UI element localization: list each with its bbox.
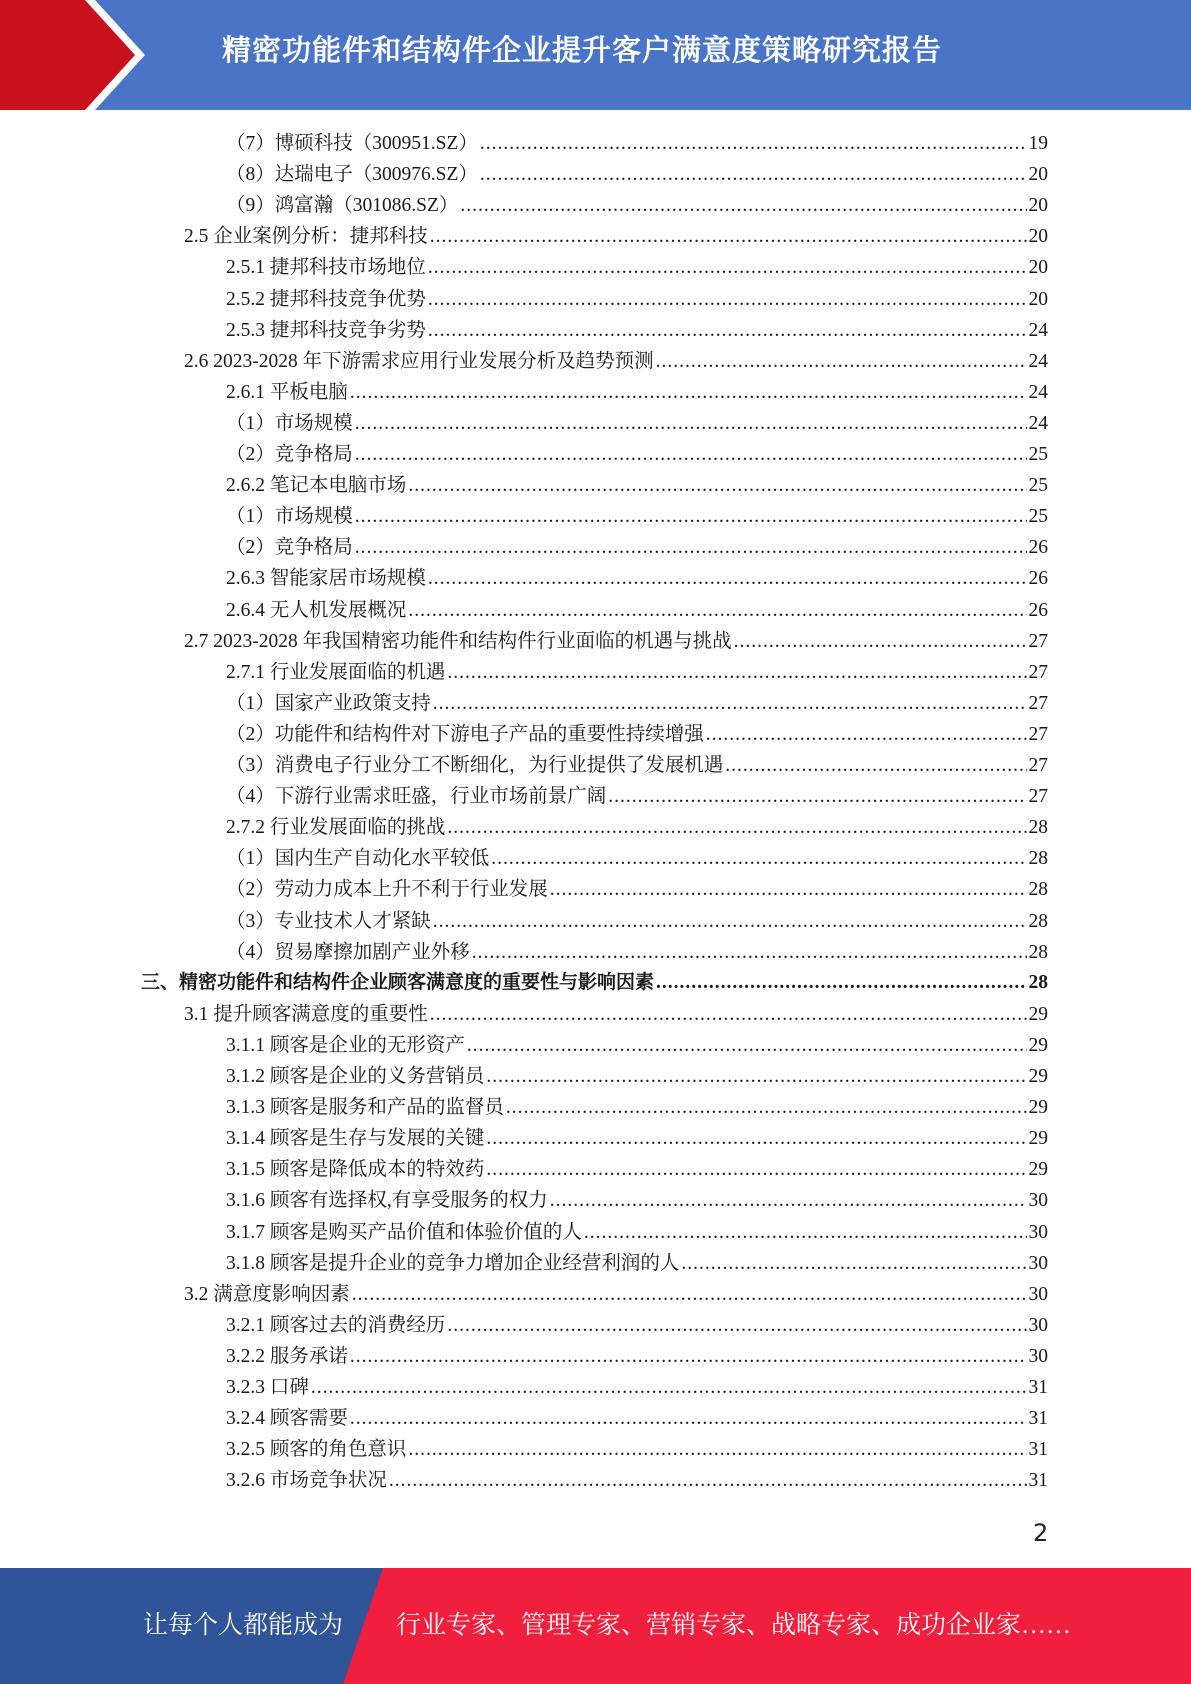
toc-entry[interactable] — [226, 1433, 1048, 1464]
toc-entry-label: 3.1.2 顾客是企业的义务营销员 — [226, 1066, 485, 1087]
toc-leader-dots — [706, 724, 1027, 746]
toc-entry-label: 3.2.5 顾客的角色意识 — [226, 1439, 407, 1461]
toc-entry-page: 20 — [1028, 226, 1048, 248]
toc-leader-dots — [725, 755, 1026, 777]
toc-entry-label: 2.6.3 智能家居市场规模 — [226, 568, 426, 590]
toc-entry-page: 25 — [1028, 475, 1048, 497]
toc-entry-label: 3.2.2 服务承诺 — [226, 1345, 348, 1367]
toc-entry-label: 3.1.7 顾客是购买产品价值和体验价值的人 — [226, 1221, 582, 1243]
toc-entry-page: 24 — [1028, 319, 1048, 341]
toc-leader-dots — [433, 693, 1027, 715]
toc-entry[interactable] — [226, 1309, 1048, 1340]
toc-entry[interactable] — [226, 905, 1048, 936]
toc-entry-label: 2.6.1 平板电脑 — [226, 381, 348, 403]
toc-leader-dots — [447, 817, 1026, 839]
toc-leader-dots — [355, 444, 1027, 466]
page-header — [0, 0, 1191, 110]
toc-entry-page: 30 — [1028, 1314, 1048, 1336]
toc-entry-label: 3.2.3 口碑 — [226, 1377, 309, 1398]
toc-leader-dots — [408, 1439, 1026, 1461]
toc-entry[interactable] — [226, 873, 1048, 904]
toc-entry-label: 2.6.2 笔记本电脑市场 — [226, 475, 407, 497]
toc-leader-dots — [447, 662, 1026, 684]
toc-leader-dots — [550, 1190, 1027, 1212]
toc-entry-page: 29 — [1028, 1097, 1048, 1119]
toc-entry-page: 20 — [1028, 257, 1048, 279]
toc-entry-label: （1）国内生产自动化水平较低 — [226, 848, 490, 870]
toc-leader-dots — [408, 600, 1026, 622]
toc-entry-label: 2.5 企业案例分析：捷邦科技 — [184, 226, 428, 248]
toc-leader-dots — [355, 506, 1027, 528]
toc-entry-label: （4）贸易摩擦加剧产业外移 — [226, 941, 470, 963]
toc-entry[interactable] — [226, 127, 1048, 158]
toc-entry[interactable] — [226, 1060, 1048, 1091]
toc-entry[interactable] — [184, 625, 1048, 656]
toc-entry-page: 25 — [1028, 444, 1048, 465]
toc-entry[interactable] — [226, 531, 1048, 562]
toc-entry-page: 31 — [1028, 1408, 1048, 1430]
toc-entry[interactable] — [226, 1371, 1048, 1402]
toc-entry-label: 3.1.3 顾客是服务和产品的监督员 — [226, 1097, 504, 1119]
toc-leader-dots — [408, 475, 1026, 497]
toc-entry-label: 2.7.1 行业发展面临的机遇 — [226, 661, 446, 683]
toc-leader-dots — [355, 413, 1027, 435]
page-number: 2 — [1033, 1519, 1049, 1547]
toc-entry[interactable] — [226, 687, 1048, 718]
toc-entry-label: 3.1.5 顾客是降低成本的特效药 — [226, 1159, 485, 1181]
toc-leader-dots — [311, 1377, 1027, 1399]
toc-entry-label: （2）功能件和结构件对下游电子产品的重要性持续增强 — [226, 723, 704, 745]
toc-entry[interactable] — [226, 562, 1048, 593]
toc-entry-page: 28 — [1028, 817, 1048, 839]
toc-entry-page: 28 — [1028, 848, 1048, 870]
toc-entry-label: 2.6 2023-2028 年下游需求应用行业发展分析及趋势预测 — [184, 350, 654, 372]
toc-entry[interactable] — [184, 1278, 1048, 1309]
toc-entry-label: 2.6.4 无人机发展概况 — [226, 599, 407, 621]
toc-entry-page: 30 — [1028, 1283, 1048, 1305]
toc-entry-page: 29 — [1028, 1066, 1048, 1087]
footer-slogan-right: 行业专家、管理专家、营销专家、战略专家、成功企业家…… — [396, 1612, 1072, 1639]
toc-entry-label: 3.1.6 顾客有选择权,有享受服务的权力 — [226, 1190, 548, 1212]
toc-entry[interactable] — [226, 1184, 1048, 1215]
toc-leader-dots — [656, 972, 1026, 994]
page-footer — [0, 1568, 1191, 1684]
toc-entry-label: （7）博硕科技（300951.SZ） — [226, 133, 478, 154]
toc-leader-dots — [352, 1284, 1027, 1306]
toc-entry[interactable] — [226, 936, 1048, 967]
toc-entry[interactable] — [226, 407, 1048, 438]
toc-entry[interactable] — [226, 314, 1048, 345]
toc-entry-page: 25 — [1028, 506, 1048, 528]
footer-slogan-left: 让每个人都能成为 — [143, 1612, 344, 1639]
toc-leader-dots — [389, 1470, 1027, 1492]
toc-entry-page: 27 — [1028, 692, 1048, 714]
toc-leader-dots — [608, 786, 1026, 808]
toc-entry-page: 31 — [1028, 1439, 1048, 1461]
toc-entry-label: 2.5.2 捷邦科技竞争优势 — [226, 288, 426, 310]
toc-entry-label: 3.1.4 顾客是生存与发展的关键 — [226, 1128, 485, 1150]
toc-entry-page: 26 — [1028, 599, 1048, 621]
toc-entry[interactable] — [226, 1153, 1048, 1184]
toc-entry-label: 3.2.4 顾客需要 — [226, 1408, 348, 1430]
toc-entry-page: 24 — [1028, 412, 1048, 434]
toc-entry-label: （1）市场规模 — [226, 412, 353, 434]
toc-entry-page: 28 — [1028, 879, 1048, 901]
toc-entry[interactable] — [226, 1402, 1048, 1433]
toc-leader-dots — [480, 164, 1027, 186]
toc-entry-page: 28 — [1028, 941, 1048, 963]
toc-entry[interactable] — [226, 251, 1048, 282]
toc-entry-page: 30 — [1028, 1190, 1048, 1212]
toc-leader-dots — [491, 848, 1026, 870]
toc-leader-dots — [486, 1066, 1026, 1088]
toc-leader-dots — [428, 320, 1027, 342]
toc-entry-page: 30 — [1028, 1221, 1048, 1243]
toc-leader-dots — [430, 1004, 1027, 1026]
toc-entry-label: 2.7 2023-2028 年我国精密功能件和结构件行业面临的机遇与挑战 — [184, 630, 732, 652]
toc-entry-page: 26 — [1028, 537, 1048, 559]
toc-entry-label: （1）市场规模 — [226, 506, 353, 528]
toc-entry-page: 20 — [1028, 195, 1048, 217]
toc-entry-label: 3.2 满意度影响因素 — [184, 1283, 350, 1305]
toc-entry[interactable] — [226, 1091, 1048, 1122]
toc-entry-page: 29 — [1028, 1128, 1048, 1150]
toc-entry-label: （2）竞争格局 — [226, 444, 353, 465]
toc-entry-page: 27 — [1028, 723, 1048, 745]
toc-leader-dots — [433, 911, 1027, 933]
toc-leader-dots — [681, 1253, 1026, 1275]
toc-entry[interactable] — [226, 656, 1048, 687]
toc-entry[interactable] — [226, 749, 1048, 780]
toc-entry-label: 3.2.1 顾客过去的消费经历 — [226, 1314, 446, 1336]
toc-entry-label: （3）消费电子行业分工不断细化，为行业提供了发展机遇 — [226, 755, 724, 776]
toc-entry[interactable] — [226, 469, 1048, 500]
toc-entry[interactable] — [226, 500, 1048, 531]
toc-leader-dots — [486, 1128, 1026, 1150]
toc-entry[interactable] — [226, 594, 1048, 625]
toc-entry-label: 2.5.3 捷邦科技竞争劣势 — [226, 319, 426, 341]
toc-entry-label: 2.5.1 捷邦科技市场地位 — [226, 257, 426, 279]
toc-leader-dots — [428, 289, 1027, 311]
toc-entry-page: 19 — [1028, 133, 1048, 154]
toc-entry-label: 3.1 提升顾客满意度的重要性 — [184, 1003, 428, 1025]
toc-entry-page: 31 — [1028, 1377, 1048, 1398]
toc-entry-page: 26 — [1028, 568, 1048, 590]
toc-entry-page: 28 — [1028, 910, 1048, 932]
toc-leader-dots — [467, 1035, 1027, 1057]
toc-entry[interactable] — [226, 842, 1048, 873]
toc-entry[interactable] — [226, 1122, 1048, 1153]
toc-entry-label: （9）鸿富瀚（301086.SZ） — [226, 195, 459, 217]
toc-entry[interactable] — [226, 1340, 1048, 1371]
toc-leader-dots — [550, 879, 1027, 901]
toc-leader-dots — [472, 942, 1027, 964]
toc-leader-dots — [506, 1097, 1027, 1119]
toc-entry-label: （2）劳动力成本上升不利于行业发展 — [226, 879, 548, 901]
toc-entry-label: （4）下游行业需求旺盛，行业市场前景广阔 — [226, 786, 607, 808]
toc-entry-page: 29 — [1028, 1159, 1048, 1181]
toc-entry-page: 20 — [1028, 288, 1048, 310]
toc-leader-dots — [584, 1222, 1027, 1244]
toc-entry[interactable] — [226, 376, 1048, 407]
toc-entry-label: （2）竞争格局 — [226, 537, 353, 559]
toc-entry-page: 30 — [1028, 1345, 1048, 1367]
toc-leader-dots — [734, 631, 1027, 653]
toc-entry[interactable] — [226, 811, 1048, 842]
toc-entry-label: （8）达瑞电子（300976.SZ） — [226, 164, 478, 186]
toc-entry-page: 27 — [1028, 630, 1048, 652]
toc-entry-page: 30 — [1028, 1252, 1048, 1274]
toc-entry-page: 24 — [1028, 350, 1048, 372]
toc-entry[interactable] — [226, 283, 1048, 314]
report-title: 精密功能件和结构件企业提升客户满意度策略研究报告 — [222, 33, 943, 67]
toc-entry-page: 31 — [1028, 1470, 1048, 1492]
toc-entry[interactable] — [184, 345, 1048, 376]
toc-entry-page: 20 — [1028, 164, 1048, 186]
toc-entry-page: 27 — [1028, 786, 1048, 808]
toc-leader-dots — [447, 1315, 1026, 1337]
toc-entry[interactable] — [184, 998, 1048, 1029]
toc-entry[interactable] — [141, 967, 1048, 998]
toc-entry-page: 24 — [1028, 381, 1048, 403]
toc-leader-dots — [350, 1346, 1027, 1368]
toc-leader-dots — [460, 195, 1026, 217]
toc-leader-dots — [486, 1159, 1026, 1181]
toc-entry[interactable] — [226, 1216, 1048, 1247]
toc-entry[interactable] — [226, 1247, 1048, 1278]
toc-leader-dots — [350, 1408, 1027, 1430]
toc-entry[interactable] — [226, 780, 1048, 811]
toc-entry[interactable] — [226, 1029, 1048, 1060]
toc-leader-dots — [355, 537, 1027, 559]
toc-entry[interactable] — [226, 158, 1048, 189]
toc-entry-page: 27 — [1028, 755, 1048, 776]
toc-leader-dots — [428, 568, 1027, 590]
toc-leader-dots — [656, 351, 1027, 373]
toc-entry[interactable] — [184, 220, 1048, 251]
toc-entry-page: 28 — [1028, 971, 1048, 993]
toc-entry-label: （3）专业技术人才紧缺 — [226, 910, 431, 932]
toc-entry-label: 3.2.6 市场竞争状况 — [226, 1470, 387, 1492]
toc-leader-dots — [350, 382, 1027, 404]
toc-entry-label: 3.1.8 顾客是提升企业的竞争力增加企业经营利润的人 — [226, 1252, 680, 1274]
toc-entry[interactable] — [226, 438, 1048, 469]
toc-leader-dots — [428, 257, 1027, 279]
toc-entry-label: 三、精密功能件和结构件企业顾客满意度的重要性与影响因素 — [141, 970, 655, 993]
toc-entry-label: 2.7.2 行业发展面临的挑战 — [226, 817, 446, 839]
toc-leader-dots — [480, 133, 1027, 155]
toc-entry-page: 29 — [1028, 1003, 1048, 1025]
toc-leader-dots — [430, 226, 1027, 248]
toc-entry[interactable] — [226, 189, 1048, 220]
toc-entry[interactable] — [226, 1464, 1048, 1495]
toc-entry-page: 27 — [1028, 661, 1048, 683]
toc-entry[interactable] — [226, 718, 1048, 749]
toc-entry-label: （1）国家产业政策支持 — [226, 692, 431, 714]
toc-entry-page: 29 — [1028, 1034, 1048, 1056]
toc-entry-label: 3.1.1 顾客是企业的无形资产 — [226, 1034, 465, 1056]
